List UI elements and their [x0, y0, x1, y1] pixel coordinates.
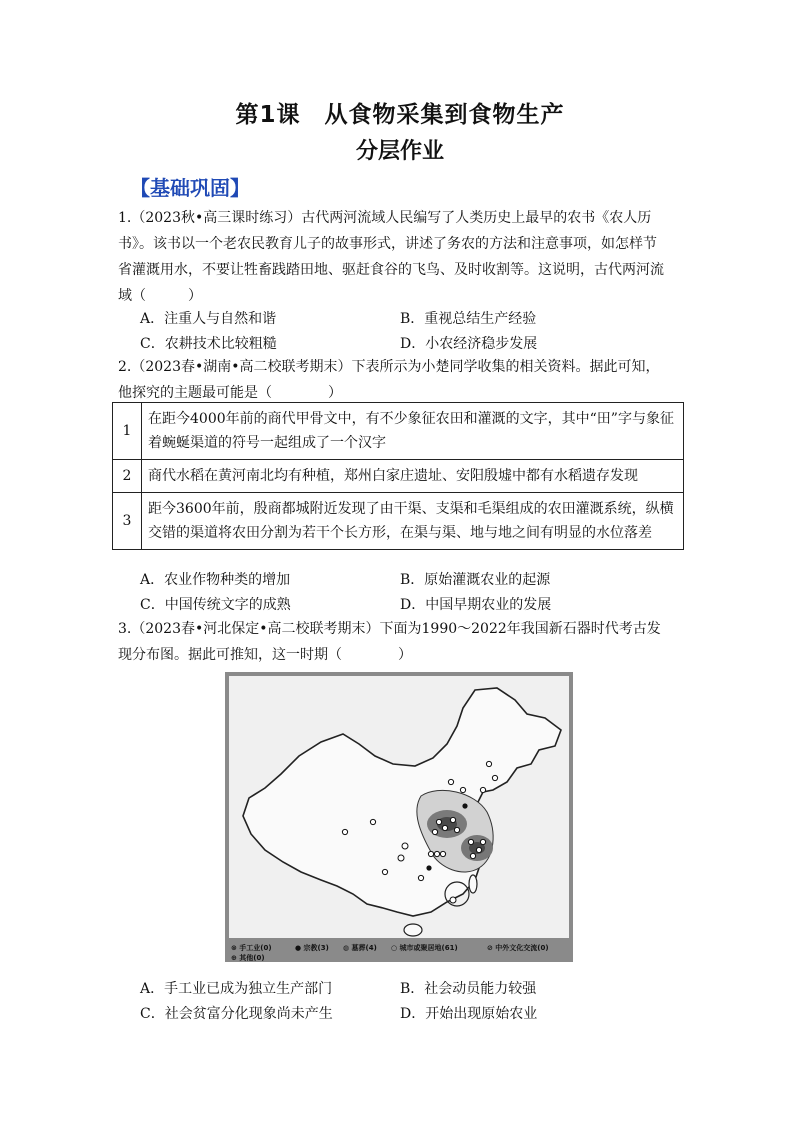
lesson-subtitle: 分层作业	[355, 139, 444, 164]
q1-option-a[interactable]: A．注重人与自然和谐	[140, 311, 277, 327]
table-row	[113, 493, 684, 550]
q3-option-a[interactable]: A．手工业已成为独立生产部门	[140, 981, 333, 997]
row-text: 在距今4000年前的商代甲骨文中，有不少象征农田和灌溉的文字，其中“田”字与象征着蜿蜒渠道的符号一起组成了一个汉字	[142, 403, 684, 460]
legend-burial: ◍ 墓葬(4)	[343, 944, 377, 952]
row-number: 3	[113, 493, 142, 550]
question-3-line: 3.（2023春•河北保定•高二校联考期末）下面为1990～2022年我国新石器时代考古发	[118, 621, 661, 637]
row-number: 2	[113, 460, 142, 493]
archaeology-distribution-map	[225, 672, 573, 962]
q3-option-b[interactable]: B．社会动员能力较强	[400, 981, 537, 997]
legend-other: ⊕ 其他(0)	[231, 954, 265, 962]
lesson-title: 第1课 从食物采集到食物生产	[235, 102, 565, 128]
question-2-line: 他探究的主题最可能是（ ）	[118, 385, 342, 401]
q1-option-c[interactable]: C．农耕技术比较粗糙	[140, 336, 277, 352]
table-row	[113, 460, 684, 493]
row-text: 商代水稻在黄河南北均有种植，郑州白家庄遗址、安阳殷墟中都有水稻遗存发现	[142, 460, 684, 493]
table-row	[113, 403, 684, 460]
question-1-line: 域（ ）	[118, 288, 202, 304]
question-3-line: 现分布图。据此可推知，这一时期（ ）	[118, 647, 412, 663]
section-heading: 【基础巩固】	[130, 176, 250, 200]
question-2-line: 2.（2023春•湖南•高二校联考期末）下表所示为小楚同学收集的相关资料。据此可知，	[118, 359, 660, 375]
q2-option-d[interactable]: D．中国早期农业的发展	[400, 597, 552, 613]
row-text: 距今3600年前，殷商都城附近发现了由干渠、支渠和毛渠组成的农田灌溉系统，纵横交错的渠道将农田分割为若干个长方形，在渠与渠、地与地之间有明显的水位落差	[142, 493, 684, 550]
q2-option-a[interactable]: A．农业作物种类的增加	[140, 572, 291, 588]
q3-option-d[interactable]: D．开始出现原始农业	[400, 1006, 538, 1022]
question-1-line: 书》。该书以一个老农民教育儿子的故事形式，讲述了务农的方法和注意事项，如怎样节	[118, 236, 657, 252]
question-1-stem	[118, 205, 688, 309]
question-1-line: 省灌溉用水，不要让牲畜践踏田地、驱赶食谷的飞鸟、及时收割等。这说明，古代两河流	[118, 262, 664, 278]
q2-option-c[interactable]: C．中国传统文字的成熟	[140, 597, 291, 613]
legend-settlement: ○ 城市或聚居地(61)	[391, 944, 458, 952]
legend-religion: ● 宗教(3)	[295, 944, 329, 952]
question-2-stem	[118, 354, 688, 406]
row-number: 1	[113, 403, 142, 460]
source-table	[112, 402, 684, 550]
q1-option-b[interactable]: B．重视总结生产经验	[400, 311, 537, 327]
question-3-stem	[118, 616, 688, 668]
question-1-line: 1.（2023秋•高三课时练习）古代两河流域人民编写了人类历史上最早的农书《农人历	[118, 210, 652, 226]
q1-option-d[interactable]: D．小农经济稳步发展	[400, 336, 538, 352]
q3-option-c[interactable]: C．社会贫富分化现象尚未产生	[140, 1006, 333, 1022]
legend-cultural-exchange: ⊘ 中外文化交流(0)	[487, 944, 549, 952]
legend-handicraft: ⊗ 手工业(0)	[231, 944, 272, 952]
q2-option-b[interactable]: B．原始灌溉农业的起源	[400, 572, 551, 588]
